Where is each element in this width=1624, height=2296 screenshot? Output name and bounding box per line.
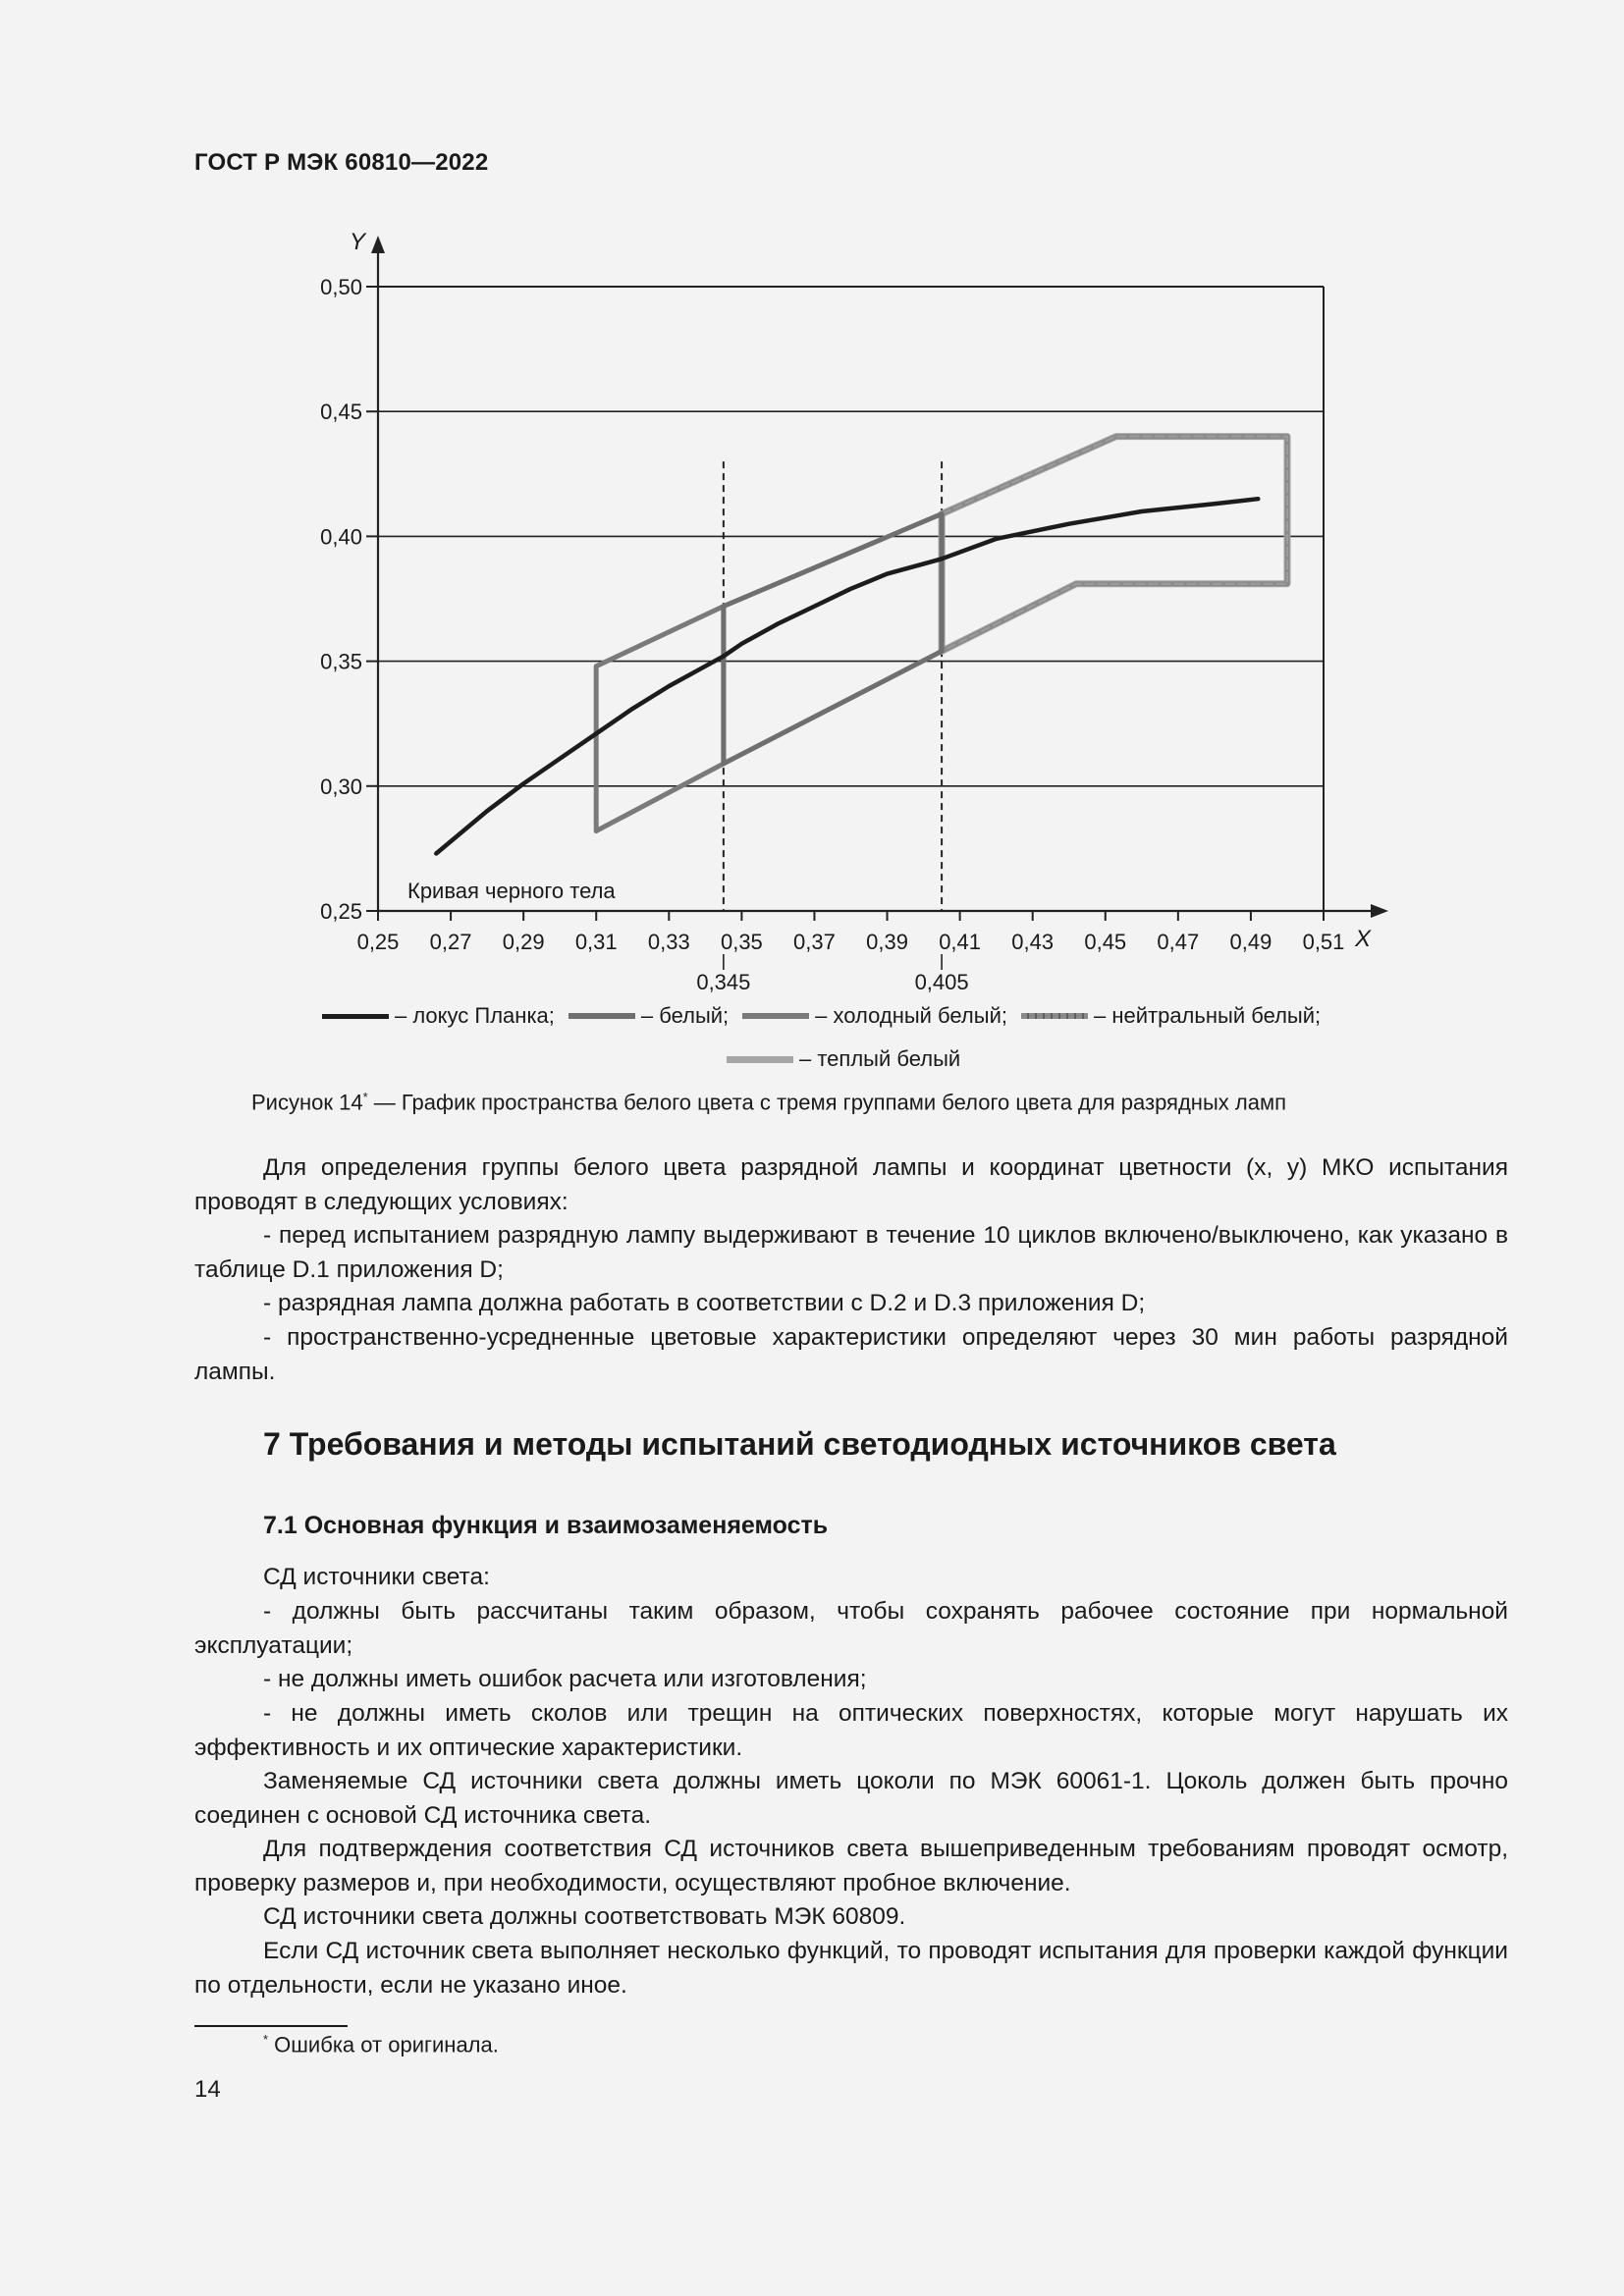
- y-axis-label: Y: [349, 229, 365, 255]
- footnote-text: Ошибка от оригинала.: [268, 2032, 499, 2057]
- paragraph-item: - должны быть рассчитаны таким образом, чтобы сохранять рабочее состояние при нормальной эксплуатации;: [194, 1598, 1508, 1659]
- legend-row-1: [306, 1003, 1321, 1029]
- series-neutral-white-overlay: [942, 437, 1287, 652]
- paragraph: Для подтверждения соответствия СД источников света вышеприведенным требованиям проводят осмотр, проверку размеров и, при необходимости, осуществляют пробное включение.: [194, 1836, 1508, 1896]
- y-tick-label: 0,45: [320, 400, 362, 425]
- section-heading: 7 Требования и методы испытаний светодиодных источников света: [263, 1426, 1336, 1462]
- legend-planck: [306, 1003, 555, 1029]
- page-number: 14: [194, 2076, 221, 2103]
- x-tick-label: 0,51: [1302, 930, 1345, 954]
- x-axis-label: X: [1354, 926, 1372, 952]
- series-white: [724, 514, 942, 764]
- footnote: [263, 2032, 499, 2057]
- caption-prefix: Рисунок 14: [251, 1090, 363, 1115]
- figure-caption: [251, 1090, 1286, 1115]
- footnote-mark: *: [263, 2032, 269, 2047]
- paragraph: СД источники света должны соответствовать МЭК 60809.: [263, 1903, 906, 1930]
- axis-layer: [320, 229, 1388, 994]
- paragraph-item: - пространственно-усредненные цветовые характеристики определяют через 30 мин работы разрядной лампы.: [194, 1324, 1508, 1385]
- legend-swatch-white: [568, 1013, 635, 1019]
- paragraph-item: - разрядная лампа должна работать в соответствии с D.2 и D.3 приложения D;: [263, 1290, 1146, 1316]
- legend-label-warm-white: – теплый белый: [799, 1046, 961, 1071]
- legend-swatch-cool-white: [742, 1013, 809, 1019]
- legend-label-cool-white: – холодный белый;: [815, 1003, 1007, 1028]
- paragraph-item: - перед испытанием разрядную лампу выдерживают в течение 10 циклов включено/выключено, как указано в таблице D.1 приложения D;: [194, 1222, 1508, 1283]
- paragraph-item: - не должны иметь сколов или трещин на оптических поверхностях, которые могут нарушать их эффективность и их оптические характеристики.: [194, 1700, 1508, 1761]
- x-tick-label: 0,25: [356, 930, 400, 954]
- legend-swatch-warm-white: [727, 1056, 793, 1063]
- legend-neutral-white: [1007, 1003, 1321, 1029]
- paragraph: Если СД источник света выполняет несколько функций, то проводят испытания для проверки каждой функции по отдельности, если не указано иное.: [194, 1938, 1508, 1999]
- caption-text: — График пространства белого цвета с тремя группами белого цвета для разрядных ламп: [367, 1090, 1286, 1115]
- legend-white: [555, 1003, 729, 1029]
- series-warm-white: [942, 437, 1287, 652]
- x-tick-label: 0,45: [1084, 930, 1127, 954]
- paragraph-item: - не должны иметь ошибок расчета или изготовления;: [263, 1666, 867, 1692]
- legend-swatch-neutral-white: [1021, 1013, 1088, 1019]
- paragraph-conditions: Для определения группы белого цвета разрядной лампы и координат цветности (x, y) МКО испытания проводят в следующих условиях:: [194, 1154, 1508, 1215]
- y-tick-label: 0,40: [320, 524, 362, 550]
- x-tick-label: 0,27: [429, 930, 472, 954]
- y-axis-arrow: [371, 236, 385, 253]
- y-tick-label: 0,25: [320, 899, 362, 924]
- x-tick-label: 0,43: [1011, 930, 1055, 954]
- x-tick-label: 0,29: [502, 930, 545, 954]
- x-tick-label: 0,39: [866, 930, 908, 954]
- legend-row-2: [713, 1046, 960, 1072]
- document-header: ГОСТ Р МЭК 60810—2022: [194, 149, 489, 176]
- extra-x-label: 0,405: [914, 970, 969, 994]
- chromaticity-chart: [0, 0, 1624, 1080]
- caption-mark: *: [362, 1090, 368, 1104]
- x-tick-label: 0,31: [574, 930, 618, 954]
- subsection-heading: 7.1 Основная функция и взаимозаменяемость: [263, 1512, 829, 1539]
- paragraph: СД источники света:: [263, 1564, 490, 1590]
- legend-label-white: – белый;: [640, 1003, 730, 1028]
- series-neutral-white: [942, 437, 1287, 652]
- legend-label-neutral-white: – нейтральный белый;: [1093, 1003, 1322, 1028]
- x-tick-label: 0,33: [647, 930, 690, 954]
- x-axis-arrow: [1371, 904, 1388, 918]
- series-layer: [436, 437, 1287, 854]
- legend-label-planck: – локус Планка;: [395, 1003, 555, 1028]
- y-tick-label: 0,30: [320, 774, 362, 799]
- paragraph: Заменяемые СД источники света должны иметь цоколи по МЭК 60061-1. Цоколь должен быть прочно соединен с основой СД источника света.: [194, 1768, 1508, 1829]
- extra-x-label: 0,345: [696, 970, 751, 994]
- x-tick-label: 0,37: [793, 930, 836, 954]
- legend-swatch-planck: [322, 1014, 389, 1019]
- grid-layer: [378, 287, 1324, 911]
- legend-cool-white: [729, 1003, 1007, 1029]
- y-tick-label: 0,50: [320, 275, 362, 299]
- legend-warm-white: [713, 1046, 960, 1072]
- y-tick-label: 0,35: [320, 649, 362, 674]
- x-tick-label: 0,35: [720, 930, 763, 954]
- x-tick-label: 0,47: [1157, 930, 1200, 954]
- x-tick-label: 0,41: [939, 930, 982, 954]
- x-tick-label: 0,49: [1229, 930, 1272, 954]
- footnote-rule: [194, 2025, 348, 2027]
- blackbody-annotation: Кривая черного тела: [407, 879, 616, 903]
